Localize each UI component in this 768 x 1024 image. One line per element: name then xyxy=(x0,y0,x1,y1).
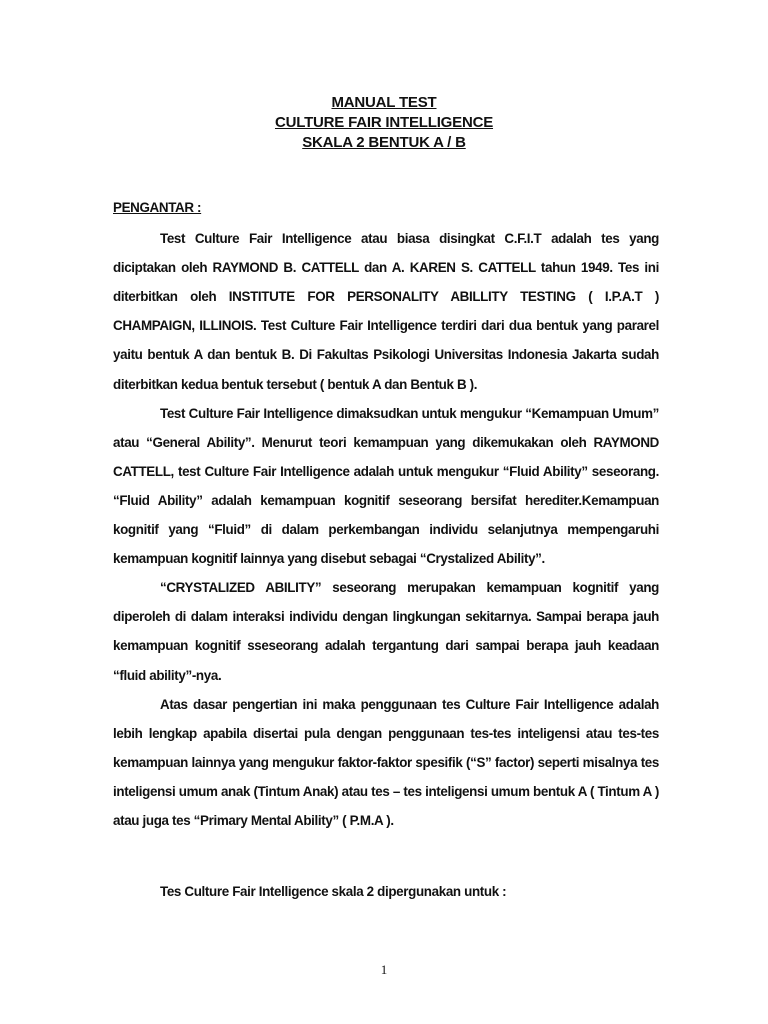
title-line-3: SKALA 2 BENTUK A / B xyxy=(302,134,466,151)
paragraph-4: Atas dasar pengertian ini maka penggunaan tes Culture Fair Intelligence adalah lebih lengkap apabila disertai pula dengan penggunaan tes-tes inteligensi atau tes-tes kemampuan lainnya yang mengukur faktor-faktor spesifik (“S” factor) seperti misalnya tes inteligensi umum anak (Tintum Anak) atau tes – tes inteligensi umum bentuk A ( Tintum A ) atau juga tes “Primary Mental Ability” ( P.M.A ). xyxy=(113,696,659,828)
section-heading-pengantar: PENGANTAR : xyxy=(113,200,202,215)
page-number: 1 xyxy=(380,962,388,977)
closing-line: Tes Culture Fair Intelligence skala 2 dipergunakan untuk : xyxy=(160,884,507,899)
document-title xyxy=(0,93,768,153)
paragraph-2: Test Culture Fair Intelligence dimaksudkan untuk mengukur “Kemampuan Umum” atau “General Ability”. Menurut teori kemampuan yang dikemukakan oleh RAYMOND CATTELL, test Culture Fair Intelligence adalah untuk mengukur “Fluid Ability” seseorang. “Fluid Ability” adalah kemampuan kognitif seseorang bersifat herediter.Kemampuan kognitif yang “Fluid” di dalam perkembangan individu selanjutnya mempengaruhi kemampuan kognitif lainnya yang disebut sebagai “Crystalized Ability”. xyxy=(113,405,659,567)
document-body xyxy=(113,193,659,835)
title-line-2: CULTURE FAIR INTELLIGENCE xyxy=(274,114,494,131)
title-line-1: MANUAL TEST xyxy=(331,94,437,111)
paragraph-1: Test Culture Fair Intelligence atau biasa disingkat C.F.I.T adalah tes yang diciptakan oleh RAYMOND B. CATTELL dan A. KAREN S. CATTELL tahun 1949. Tes ini diterbitkan oleh INSTITUTE FOR PERSONALITY ABILLITY TESTING ( I.P.A.T ) CHAMPAIGN, ILLINOIS. Test Culture Fair Intelligence terdiri dari dua bentuk yang pararel yaitu bentuk A dan bentuk B. Di Fakultas Psikologi Universitas Indonesia Jakarta sudah diterbitkan kedua bentuk tersebut ( bentuk A dan Bentuk B ). xyxy=(113,231,659,392)
paragraph-3: “CRYSTALIZED ABILITY” seseorang merupakan kemampuan kognitif yang diperoleh di dalam interaksi individu dengan lingkungan sekitarnya. Sampai berapa jauh kemampuan kognitif sseseorang adalah tergantung dari sampai berapa jauh keadaan “fluid ability”-nya. xyxy=(113,580,659,683)
